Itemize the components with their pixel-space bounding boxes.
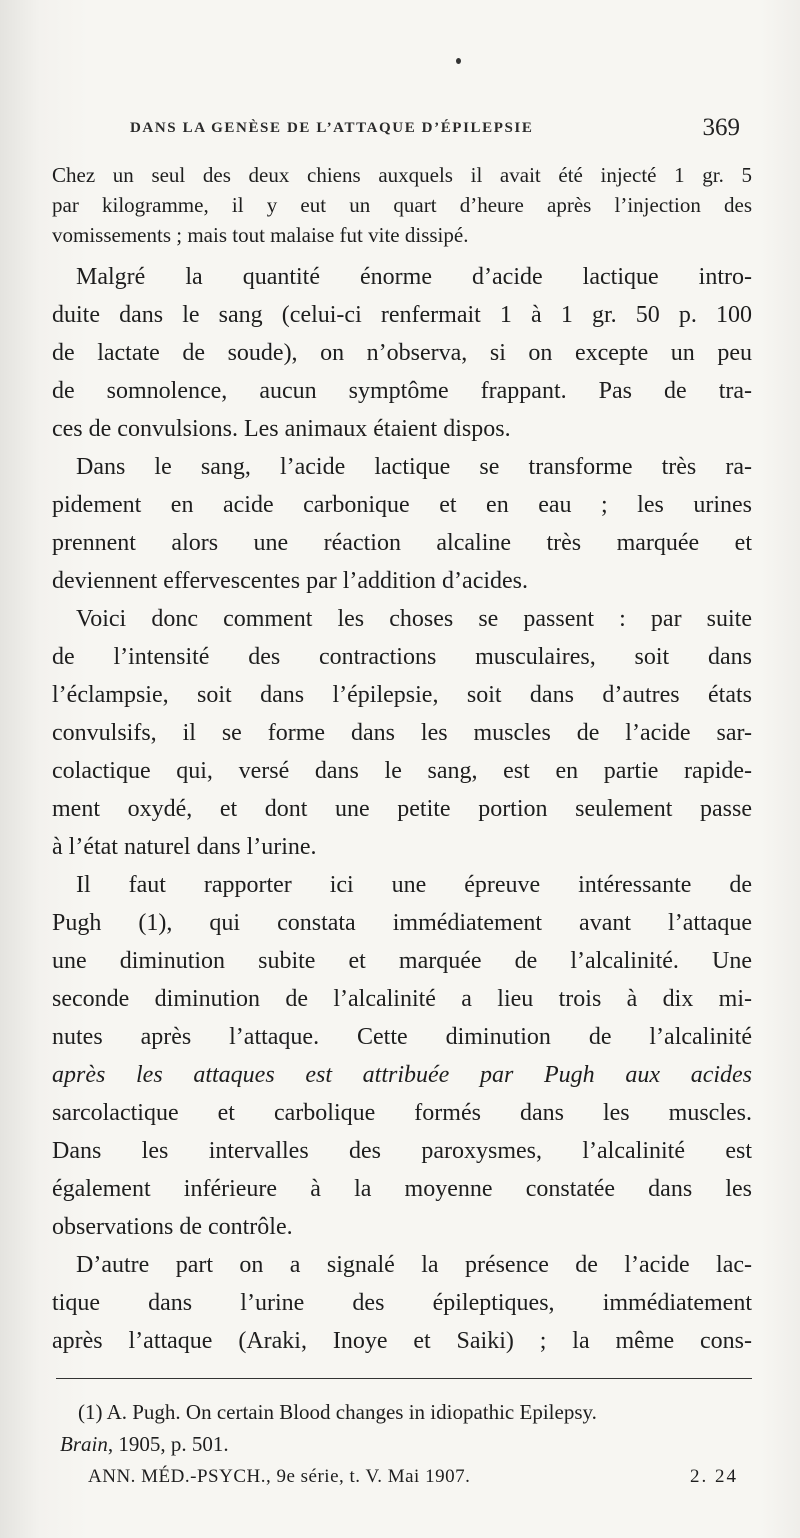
text-line: ment oxydé, et dont une petite portion seulement passe bbox=[52, 796, 752, 822]
running-title: DANS LA GENÈSE DE L’ATTAQUE D’ÉPILEPSIE bbox=[130, 120, 534, 136]
footnote bbox=[60, 1396, 752, 1460]
text-line: Voici donc comment les choses se passent : par suite bbox=[76, 606, 752, 632]
footnote-rule bbox=[56, 1378, 752, 1379]
text-line: Dans le sang, l’acide lactique se transforme très ra- bbox=[76, 454, 752, 480]
body-text bbox=[52, 160, 752, 1360]
paragraph-3 bbox=[52, 448, 752, 600]
paragraph-1 bbox=[52, 160, 752, 250]
text-line: tique dans l’urine des épileptiques, immédiatement bbox=[52, 1290, 752, 1316]
text-line: une diminution subite et marquée de l’alcalinité. Une bbox=[52, 948, 752, 974]
journal-name: Brain bbox=[60, 1432, 108, 1456]
text-line: après l’attaque (Araki, Inoye et Saiki) ; la même cons- bbox=[52, 1328, 752, 1354]
text-line: Dans les intervalles des paroxysmes, l’alcalinité est bbox=[52, 1138, 752, 1164]
text-line: également inférieure à la moyenne constatée dans les bbox=[52, 1176, 752, 1202]
paragraph-2 bbox=[52, 258, 752, 448]
text-line: seconde diminution de l’alcalinité a lieu trois à dix mi- bbox=[52, 986, 752, 1012]
text-line: de lactate de soude), on n’observa, si on excepte un peu bbox=[52, 340, 752, 366]
text-line: duite dans le sang (celui-ci renfermait 1 à 1 gr. 50 p. 100 bbox=[52, 302, 752, 328]
text-line: prennent alors une réaction alcaline très marquée et bbox=[52, 530, 752, 556]
text-line: après les attaques est attribuée par Pugh aux acides bbox=[52, 1062, 752, 1088]
paragraph-6 bbox=[52, 1246, 752, 1360]
text-line: nutes après l’attaque. Cette diminution de l’alcalinité bbox=[52, 1024, 752, 1050]
page-number: 369 bbox=[702, 114, 740, 141]
text-line: de somnolence, aucun symptôme frappant. Pas de tra- bbox=[52, 378, 752, 404]
text-line: colactique qui, versé dans le sang, est en partie rapide- bbox=[52, 758, 752, 784]
signature-mark: 2. 24 bbox=[690, 1466, 738, 1487]
text-line: par kilogramme, il y eut un quart d’heure après l’injection des bbox=[52, 193, 752, 217]
text-line: à l’état naturel dans l’urine. bbox=[52, 834, 317, 860]
footnote-citation: , 1905, p. 501. bbox=[107, 1432, 229, 1456]
text-line: pidement en acide carbonique et en eau ; les urines bbox=[52, 492, 752, 518]
text-line: de l’intensité des contractions musculaires, soit dans bbox=[52, 644, 752, 670]
text-line: Chez un seul des deux chiens auxquels il avait été injecté 1 gr. 5 bbox=[52, 163, 752, 187]
text-line: deviennent effervescentes par l’addition d’acides. bbox=[52, 568, 529, 594]
text-line: l’éclampsie, soit dans l’épilepsie, soit dans d’autres états bbox=[52, 682, 752, 708]
paragraph-4 bbox=[52, 600, 752, 866]
text-line: D’autre part on a signalé la présence de l’acide lac- bbox=[76, 1252, 752, 1278]
page-footer bbox=[88, 1466, 738, 1494]
footnote-line-2 bbox=[60, 1428, 752, 1460]
text-line: convulsifs, il se forme dans les muscles de l’acide sar- bbox=[52, 720, 752, 746]
running-header bbox=[130, 116, 740, 146]
text-line: observations de contrôle. bbox=[52, 1214, 293, 1240]
text-line: vomissements ; mais tout malaise fut vite dissipé. bbox=[52, 223, 469, 247]
journal-reference: ANN. MÉD.-PSYCH., 9e série, t. V. Mai 1907. bbox=[88, 1466, 471, 1487]
text-line: ces de convulsions. Les animaux étaient dispos. bbox=[52, 416, 511, 442]
text-line: Malgré la quantité énorme d’acide lactique intro- bbox=[76, 264, 752, 290]
text-line: Il faut rapporter ici une épreuve intéressante de bbox=[76, 872, 752, 898]
footnote-line-1: (1) A. Pugh. On certain Blood changes in idiopathic Epilepsy. bbox=[78, 1400, 597, 1424]
text-line: sarcolactique et carbolique formés dans les muscles. bbox=[52, 1100, 752, 1126]
ink-dot bbox=[456, 58, 461, 64]
paragraph-5 bbox=[52, 866, 752, 1246]
text-line: Pugh (1), qui constata immédiatement avant l’attaque bbox=[52, 910, 752, 936]
